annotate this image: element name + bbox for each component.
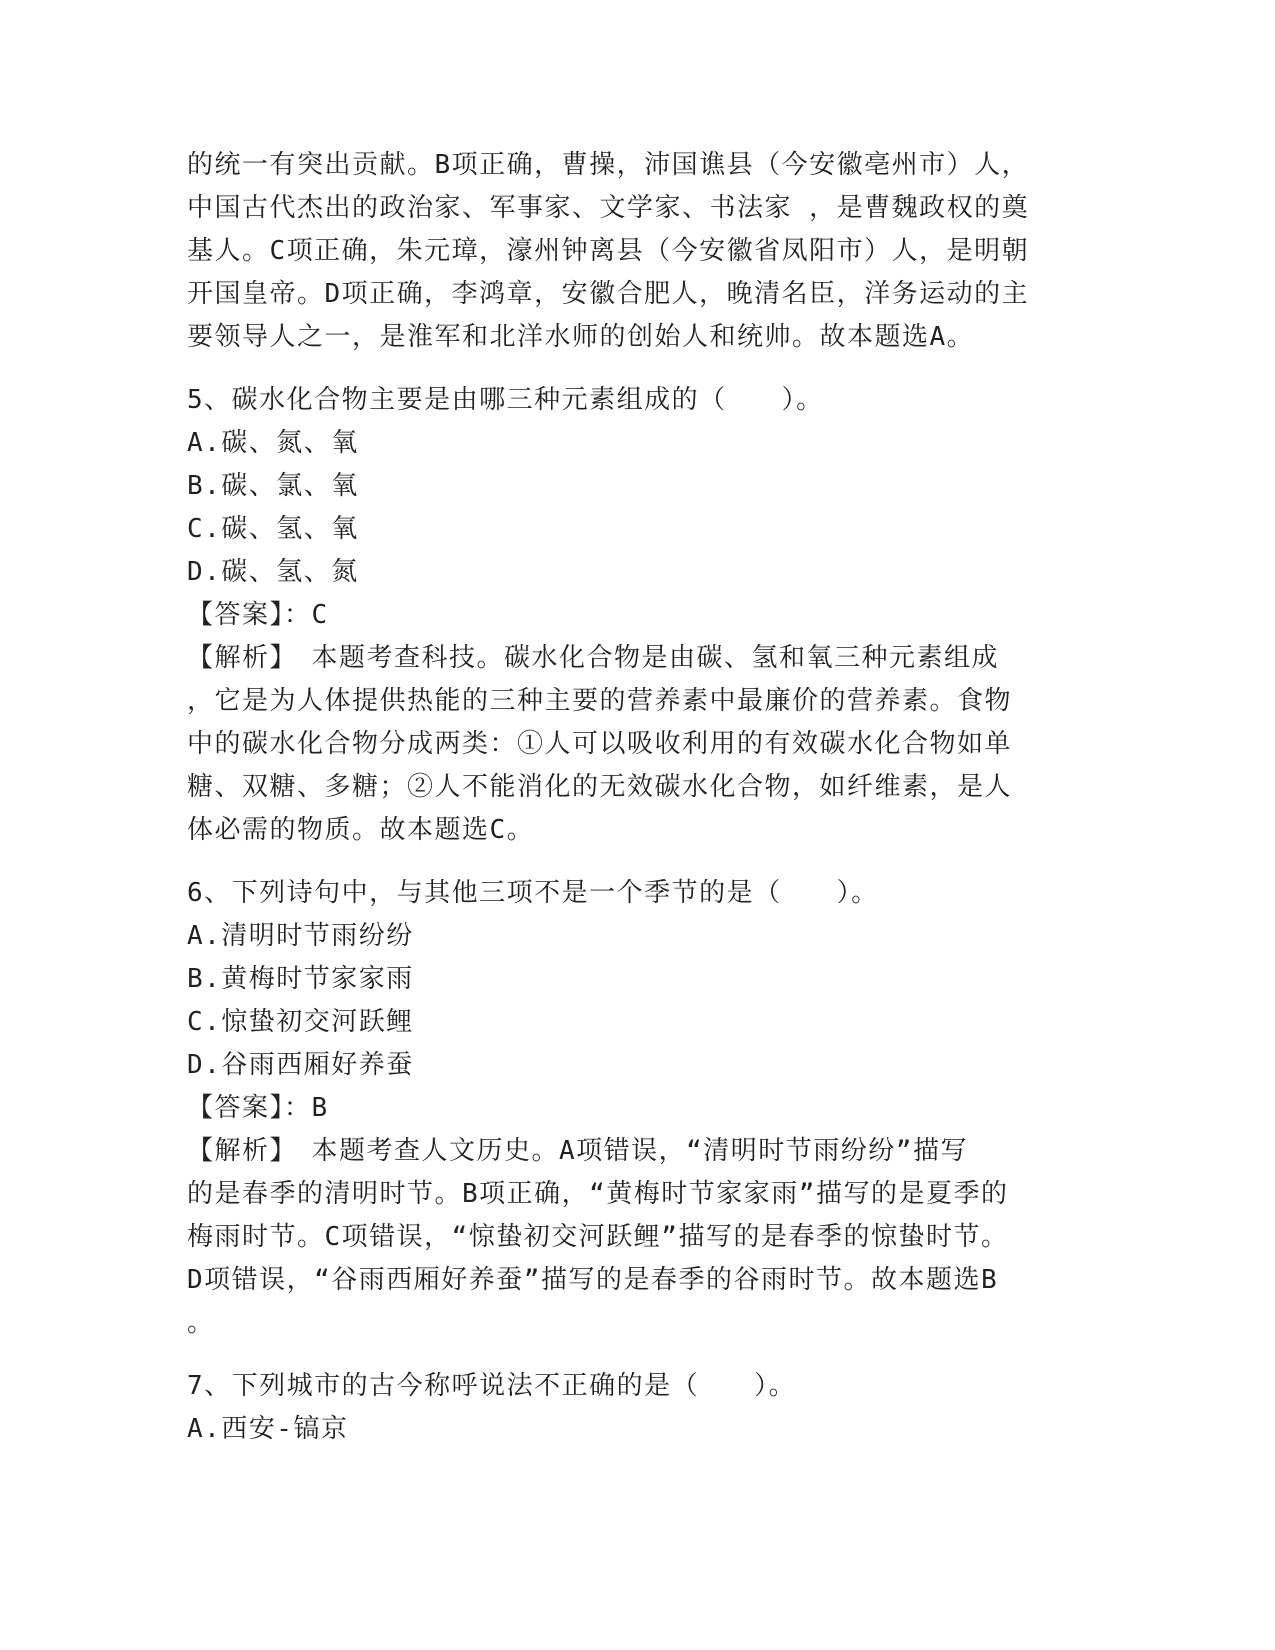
prev-explanation	[187, 144, 1087, 359]
question-text: 6、下列诗句中，与其他三项不是一个季节的是（ ）。	[187, 878, 879, 908]
text-line: 的统一有突出贡献。B项正确，曹操，沛国谯县（今安徽亳州市）人，	[187, 150, 1030, 180]
answer: 【答案】：C	[187, 600, 329, 630]
question-6	[187, 872, 1087, 1345]
explanation-line: 糖、双糖、多糖；②人不能消化的无效碳水化合物，如纤维素，是人	[187, 772, 1013, 802]
option-a: A.清明时节雨纷纷	[187, 921, 414, 951]
text-line: 中国古代杰出的政治家、军事家、文学家、书法家 ，是曹魏政权的奠	[187, 193, 1030, 223]
option-a: A.碳、氮、氧	[187, 428, 359, 458]
explanation-line: 梅雨时节。C项错误，“惊蛰初交河跃鲤”描写的是春季的惊蛰时节。	[187, 1222, 1009, 1252]
text-line: 基人。C项正确，朱元璋，濠州钟离县（今安徽省凤阳市）人，是明朝	[187, 236, 1030, 266]
explanation-line: 。	[187, 1308, 215, 1338]
explanation-line: 体必需的物质。故本题选C。	[187, 815, 535, 845]
option-d: D.谷雨西厢好养蚕	[187, 1050, 414, 1080]
question-text: 7、下列城市的古今称呼说法不正确的是（ ）。	[187, 1371, 797, 1401]
explanation-line: 的是春季的清明时节。B项正确，“黄梅时节家家雨”描写的是夏季的	[187, 1179, 1009, 1209]
option-c: C.碳、氢、氧	[187, 514, 359, 544]
text-line: 要领导人之一，是淮军和北洋水师的创始人和统帅。故本题选A。	[187, 322, 975, 352]
option-c: C.惊蛰初交河跃鲤	[187, 1007, 414, 1037]
question-5	[187, 379, 1087, 852]
explanation-line: 中的碳水化合物分成两类：①人可以吸收利用的有效碳水化合物如单	[187, 729, 1013, 759]
option-b: B.黄梅时节家家雨	[187, 964, 414, 994]
option-b: B.碳、氯、氧	[187, 471, 359, 501]
text-line: 开国皇帝。D项正确，李鸿章，安徽合肥人，晚清名臣，洋务运动的主	[187, 279, 1030, 309]
option-d: D.碳、氢、氮	[187, 557, 359, 587]
answer: 【答案】：B	[187, 1093, 329, 1123]
explanation-line: 【解析】 本题考查科技。碳水化合物是由碳、氢和氧三种元素组成	[187, 643, 1000, 673]
question-7	[187, 1365, 1087, 1451]
explanation-line: 【解析】 本题考查人文历史。A项错误，“清明时节雨纷纷”描写	[187, 1136, 968, 1166]
option-a: A.西安-镐京	[187, 1414, 349, 1444]
question-text: 5、碳水化合物主要是由哪三种元素组成的（ ）。	[187, 385, 824, 415]
document-page	[187, 144, 1087, 1451]
explanation-line: ，它是为人体提供热能的三种主要的营养素中最廉价的营养素。食物	[187, 686, 1013, 716]
explanation-line: D项错误，“谷雨西厢好养蚕”描写的是春季的谷雨时节。故本题选B	[187, 1265, 999, 1295]
